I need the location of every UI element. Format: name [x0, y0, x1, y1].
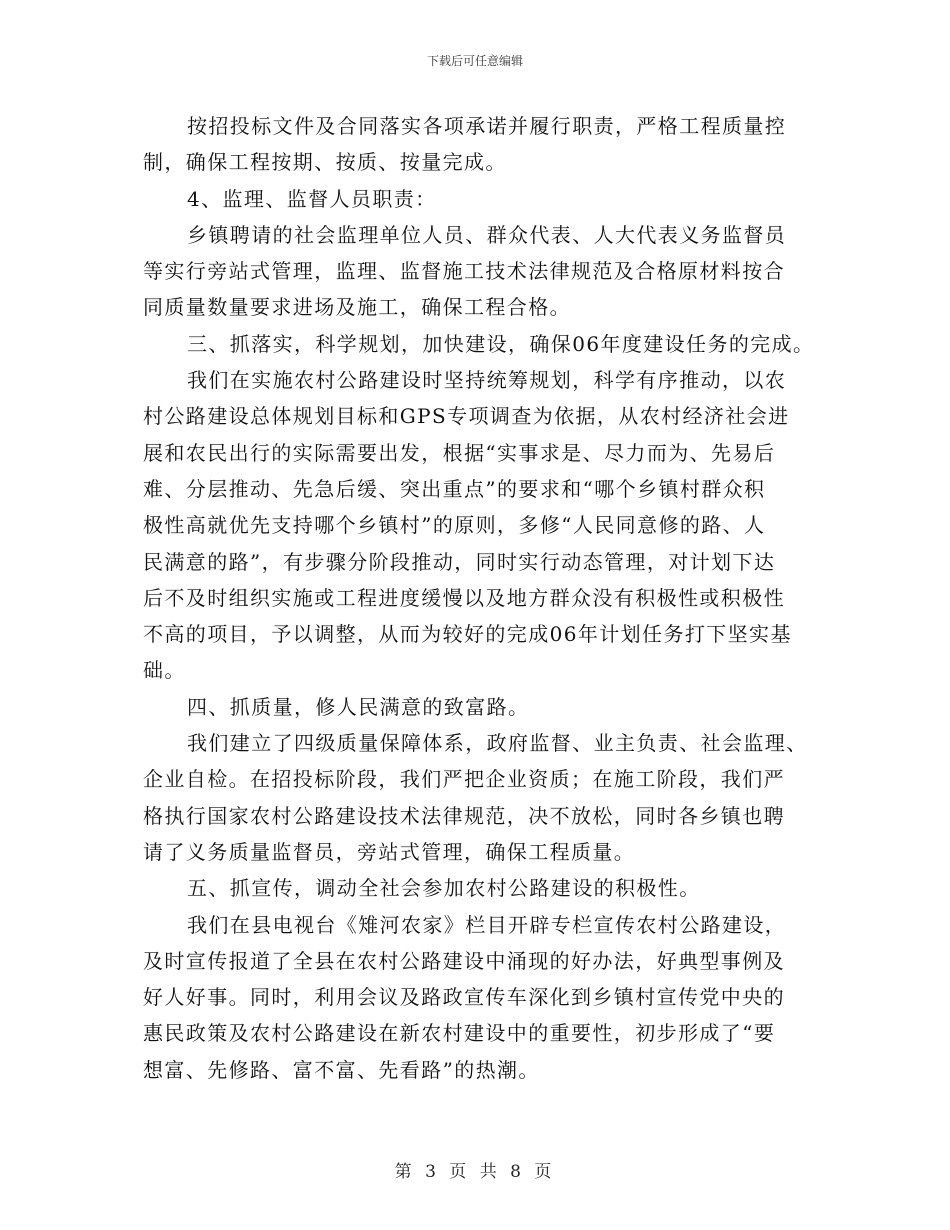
text-line: 展和农民出行的实际需要出发，根据“实事求是、尽力而为、先易后: [143, 440, 776, 465]
text-line: 难、分层推动、先急后缓、突出重点”的要求和“哪个乡镇村群众积: [143, 476, 766, 501]
text-line: 格执行国家农村公路建设技术法律规范，决不放松，同时各乡镇也聘: [143, 803, 785, 828]
text-line: 极性高就优先支持哪个乡镇村”的原则，多修“人民同意修的路、人: [143, 513, 766, 538]
text-line: 村公路建设总体规划目标和GPS专项调查为依据，从农村经济社会进: [143, 404, 790, 429]
text-line: 我们建立了四级质量保障体系，政府监督、业主负责、社会监理、: [187, 731, 808, 756]
page-number-footer: 第 3 页 共 8 页: [394, 1162, 556, 1182]
text-line: 想富、先修路、富不富、先看路”的热潮。: [143, 1057, 540, 1082]
text-line: 民满意的路”，有步骤分阶段推动，同时实行动态管理，对计划下达: [143, 549, 776, 574]
text-line: 我们在实施农村公路建设时坚持统筹规划，科学有序推动，以农: [187, 368, 787, 393]
document-body: [143, 108, 823, 1088]
text-line: 等实行旁站式管理，监理、监督施工技术法律规范及合格原材料按合: [143, 259, 785, 284]
text-line: 好人好事。同时，利用会议及路政宣传车深化到乡镇村宣传党中央的: [143, 985, 785, 1010]
text-line: 惠民政策及农村公路建设在新农村建设中的重要性，初步形成了“要: [143, 1021, 776, 1046]
section-heading: 三、抓落实，科学规划，加快建设，确保06年度建设任务的完成。: [187, 331, 815, 356]
text-line: 我们在县电视台《雉河农家》栏目开辟专栏宣传农村公路建设，: [187, 912, 787, 937]
text-line: 础。: [143, 658, 186, 683]
page-header: 下载后可任意编辑: [426, 54, 523, 68]
text-line: 不高的项目，予以调整，从而为较好的完成06年计划任务打下坚实基: [143, 622, 792, 647]
text-line: 制，确保工程按期、按质、按量完成。: [143, 150, 507, 175]
text-line: 后不及时组织实施或工程进度缓慢以及地方群众没有积极性或积极性: [143, 585, 785, 610]
text-line: 企业自检。在招投标阶段，我们严把企业资质；在施工阶段，我们严: [143, 767, 785, 792]
section-heading: 四、抓质量，修人民满意的致富路。: [187, 694, 530, 719]
text-line: 乡镇聘请的社会监理单位人员、群众代表、人大代表义务监督员: [187, 222, 787, 247]
text-line: 同质量数量要求进场及施工，确保工程合格。: [143, 295, 571, 320]
text-line: 4、监理、监督人员职责：: [187, 186, 437, 211]
text-line: 及时宣传报道了全县在农村公路建设中涌现的好办法，好典型事例及: [143, 948, 785, 973]
section-heading: 五、抓宣传，调动全社会参加农村公路建设的积极性。: [187, 876, 701, 901]
text-line: 请了义务质量监督员，旁站式管理，确保工程质量。: [143, 839, 636, 864]
text-line: 按招投标文件及合同落实各项承诺并履行职责，严格工程质量控: [187, 114, 787, 138]
